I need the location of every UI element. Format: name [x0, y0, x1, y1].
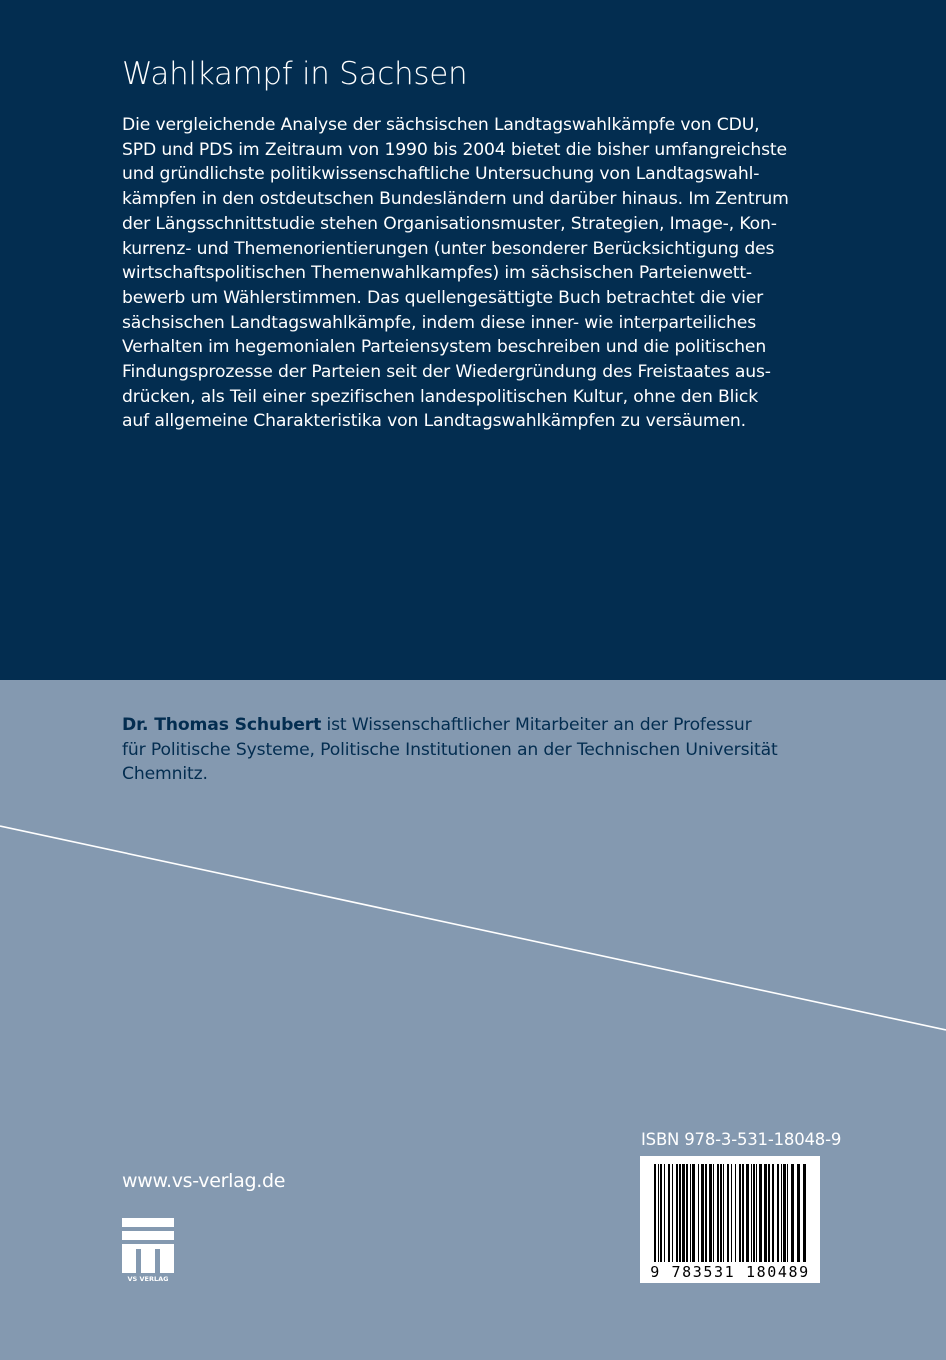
blurb-line: auf allgemeine Charakteristika von Landtagswahlkämpfen zu versäumen.	[122, 411, 746, 432]
blurb-text	[122, 113, 842, 434]
author-line: für Politische Systeme, Politische Institutionen an der Technischen Universität	[122, 739, 778, 760]
vs-verlag-logo-icon	[122, 1218, 178, 1284]
blurb-line: der Längsschnittstudie stehen Organisationsmuster, Strategien, Image-, Kon-	[122, 213, 777, 234]
author-line	[122, 713, 778, 738]
blurb-line: Findungsprozesse der Parteien seit der Wiedergründung des Freistaates aus-	[122, 362, 771, 383]
isbn-text: ISBN 978-3-531-18048-9	[641, 1130, 842, 1149]
barcode-number: 9 783531 180489	[650, 1263, 810, 1281]
logo-text: VS VERLAG	[127, 1275, 169, 1283]
blurb-line: Die vergleichende Analyse der sächsischen Landtagswahlkämpfe von CDU,	[122, 115, 760, 135]
barcode	[640, 1156, 820, 1283]
blurb-line: kurrenz- und Themenorientierungen (unter besonderer Berücksichtigung des	[122, 238, 775, 259]
blurb-line: sächsischen Landtagswahlkämpfe, indem diese inner- wie interparteiliches	[122, 312, 756, 333]
barcode-bars	[640, 1156, 820, 1264]
blurb-line: kämpfen in den ostdeutschen Bundesländern und darüber hinaus. Im Zentrum	[122, 189, 789, 210]
blurb-line: drücken, als Teil einer spezifischen landespolitischen Kultur, ohne den Blick	[122, 386, 759, 407]
blurb-line: SPD und PDS im Zeitraum von 1990 bis 2004 bietet die bisher umfangreichste	[122, 139, 787, 160]
blurb-line: Verhalten im hegemonialen Parteiensystem beschreiben und die politischen	[122, 337, 767, 358]
blurb-line: bewerb um Wählerstimmen. Das quellengesättigte Buch betrachtet die vier	[122, 287, 764, 308]
blurb-line: und gründlichste politikwissenschaftliche Untersuchung von Landtagswahl-	[122, 164, 760, 185]
publisher-website[interactable]: www.vs-verlag.de	[122, 1170, 286, 1192]
author-name: Dr. Thomas Schubert	[122, 715, 322, 735]
book-title: Wahlkampf in Sachsen	[122, 56, 468, 92]
author-line: Chemnitz.	[122, 764, 208, 785]
blurb-line: wirtschaftspolitischen Themenwahlkampfes) im sächsischen Parteienwett-	[122, 263, 752, 284]
author-line-rest: ist Wissenschaftlicher Mitarbeiter an der Professur	[321, 715, 752, 735]
author-bio	[122, 713, 778, 787]
